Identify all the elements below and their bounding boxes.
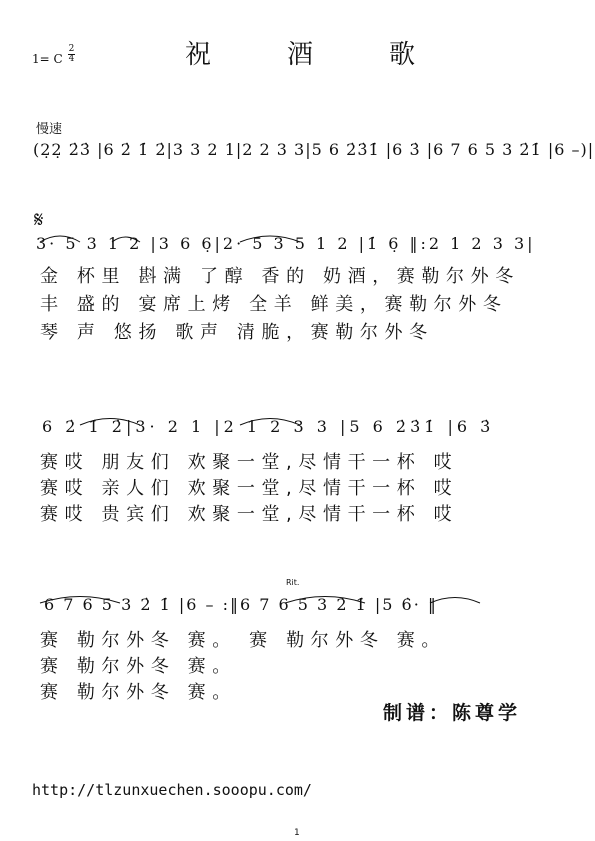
- title-char: 酒: [286, 40, 313, 70]
- lyric-line-1-verse-1: 金 杯里 斟满 了醇 香的 奶酒，赛勒尔外冬: [40, 266, 520, 287]
- title-char: 祝: [185, 40, 212, 70]
- music-line-verse-1: 3· 5 3 1 2 |3 6 6̣|2· 5 3 5 1 2 |1̇ 6̣ ‖:2 1 2 3 3|: [36, 234, 536, 253]
- rit-marking: Rit.: [286, 578, 300, 587]
- lyric-line-1-verse-3: 琴 声 悠扬 歌声 清脆，赛勒尔外冬: [40, 322, 434, 343]
- lyric-line-3-verse-2: 赛 勒尔外冬 赛。: [40, 656, 237, 677]
- arranger-credit: 制谱：陈尊学: [383, 702, 522, 724]
- music-line-verse-2: 6 2̇ 1̇ 2̇|3· 2 1 |2 1 2 3 3 |5 6 2̇3̇1̇ |6 3̇: [42, 417, 495, 436]
- segno-symbol: 𝄋: [34, 208, 44, 233]
- title-char: 歌: [388, 40, 415, 70]
- music-line-coda: 6 7 6 5 3 2̇ 1̇ |6 – :‖6 7 6 5 3 2̇ 1̇ |5 6̇· ‖: [44, 595, 438, 614]
- lyric-line-1-verse-2: 丰 盛的 宴席上烤 全羊 鲜美，赛勒尔外冬: [40, 294, 508, 315]
- lyric-line-3-verse-3: 赛 勒尔外冬 赛。: [40, 682, 237, 703]
- music-line-intro: (2̣2̣ 2̇3̇ |6 2̇ 1̇ 2̇|3 3 2 1|2 2 3 3|5 6 2̇3̇1̇ |6 3̇ |6 7 6 5 3 2̇1̇ |6 –)|: [33, 140, 595, 159]
- tempo-marking: 慢速: [36, 122, 63, 137]
- time-signature: [68, 45, 75, 64]
- key-signature: 1= C: [32, 52, 63, 66]
- lyric-line-2-verse-3: 赛哎 贵宾们 欢聚一堂,尽情干一杯 哎: [40, 504, 459, 525]
- lyric-line-3-verse-1: 赛 勒尔外冬 赛。 赛 勒尔外冬 赛。: [40, 630, 447, 651]
- time-signature-bottom: 4: [68, 54, 75, 64]
- page-number: 1: [294, 828, 300, 838]
- lyric-line-2-verse-1: 赛哎 朋友们 欢聚一堂,尽情干一杯 哎: [40, 452, 459, 473]
- time-signature-top: 2: [68, 44, 75, 54]
- lyric-line-2-verse-2: 赛哎 亲人们 欢聚一堂,尽情干一杯 哎: [40, 478, 459, 499]
- page-title: [185, 34, 415, 71]
- source-url[interactable]: http://tlzunxuechen.sooopu.com/: [32, 781, 312, 799]
